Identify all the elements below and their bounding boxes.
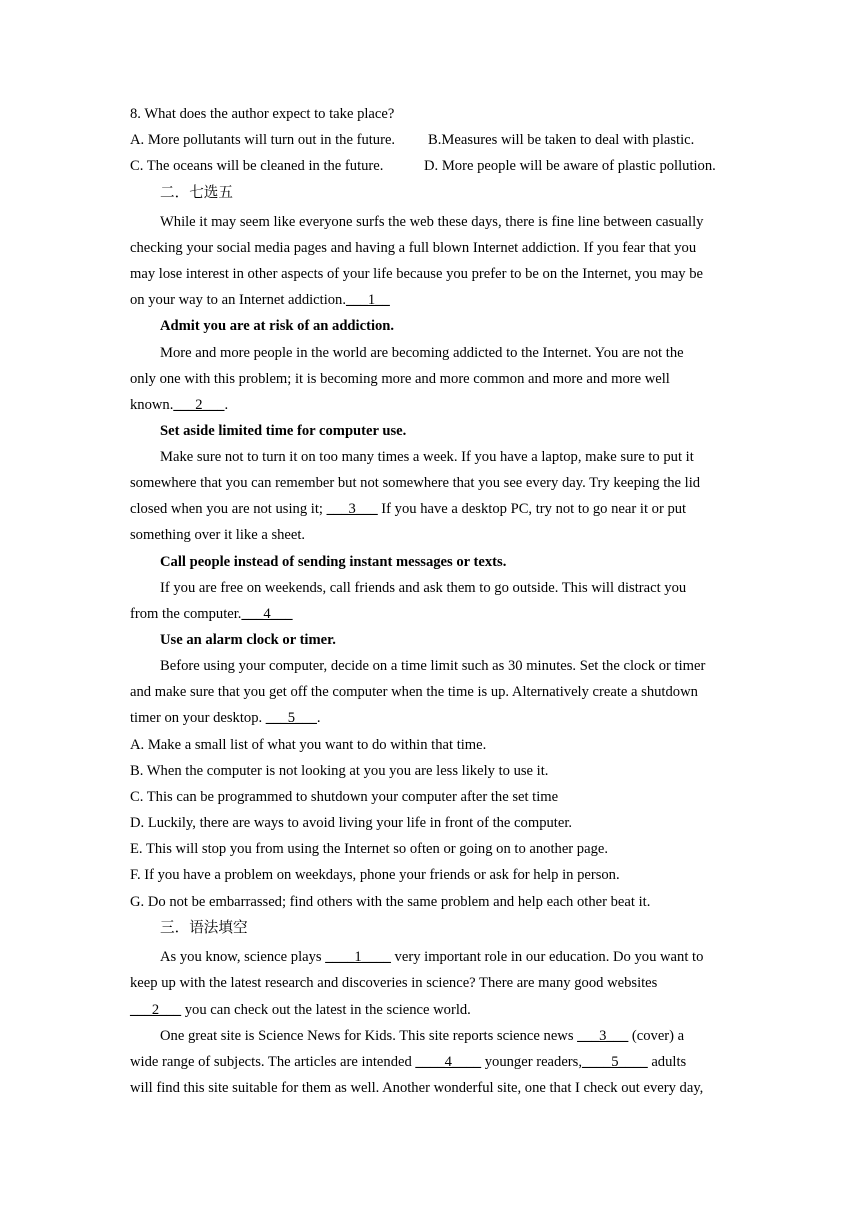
s2-subheading-2: Set aside limited time for computer use.	[160, 423, 407, 439]
s3-line-1	[160, 948, 703, 966]
answer-option-c: C. This can be programmed to shutdown your computer after the set time	[130, 789, 559, 805]
answer-option-a: A. Make a small list of what you want to do within that time.	[130, 737, 487, 753]
answer-option-g: G. Do not be embarrassed; find others with the same problem and help each other beat it.	[130, 894, 651, 910]
s2-paragraph-2-text: known.	[130, 397, 174, 413]
s2-paragraph-5-line	[130, 709, 321, 727]
question-8-option-a: A. More pollutants will turn out in the future.	[130, 132, 396, 148]
s2-paragraph-5-line: and make sure that you get off the computer when the time is up. Alternatively create a shutdown	[130, 684, 698, 700]
s3-text: adults	[647, 1054, 687, 1070]
s3-text: As you know, science plays	[160, 949, 326, 965]
s2-subheading-1: Admit you are at risk of an addiction.	[160, 318, 395, 334]
s3-line-6: will find this site suitable for them as well. Another wonderful site, one that I check out every day,	[130, 1080, 704, 1096]
s3-line-3	[130, 1001, 471, 1019]
s2-subheading-4: Use an alarm clock or timer.	[160, 632, 336, 648]
s2-paragraph-3-line: something over it like a sheet.	[130, 527, 306, 543]
s3-text: (cover) a	[628, 1028, 685, 1044]
blank-2: ___2___	[173, 397, 225, 413]
s3-text: younger readers,	[481, 1054, 582, 1070]
blank-5: ___5___	[265, 710, 317, 726]
s3-line-2: keep up with the latest research and discoveries in science? There are many good websites	[130, 975, 658, 991]
s2-paragraph-1-text: on your way to an Internet addiction.	[130, 292, 347, 308]
s2-paragraph-1-line: checking your social media pages and having a full blown Internet addiction. If you fear that you	[130, 240, 697, 256]
s2-paragraph-1-line: may lose interest in other aspects of your life because you prefer to be on the Internet, you may be	[130, 266, 704, 282]
section-2-heading: 二．七选五	[160, 185, 233, 201]
blank-1: ___1__	[346, 292, 390, 308]
s3-text: you can check out the latest in the science world.	[181, 1002, 471, 1018]
grammar-blank-4: ____4____	[415, 1054, 482, 1070]
question-8-option-d: D. More people will be aware of plastic pollution.	[424, 158, 716, 174]
grammar-blank-3: ___3___	[577, 1028, 629, 1044]
s2-subheading-3: Call people instead of sending instant messages or texts.	[160, 554, 507, 570]
s2-paragraph-2-end: .	[224, 397, 229, 413]
s2-paragraph-3-line	[130, 500, 686, 518]
s2-paragraph-4-line: If you are free on weekends, call friends and ask them to go outside. This will distract you	[160, 580, 687, 596]
answer-option-b: B. When the computer is not looking at you you are less likely to use it.	[130, 763, 549, 779]
s2-paragraph-4-line	[130, 605, 293, 623]
blank-3: ___3___	[326, 501, 378, 517]
answer-option-d: D. Luckily, there are ways to avoid living your life in front of the computer.	[130, 815, 573, 831]
s3-text: One great site is Science News for Kids. This site reports science news	[160, 1028, 578, 1044]
s2-paragraph-5-end: .	[316, 710, 321, 726]
s2-paragraph-3-line: somewhere that you can remember but not somewhere that you see every day. Try keeping the lid	[130, 475, 701, 491]
s3-text: very important role in our education. Do you want to	[390, 949, 704, 965]
s2-paragraph-4-text: from the computer.	[130, 606, 242, 622]
grammar-blank-1: ____1____	[325, 949, 391, 965]
question-8-option-c: C. The oceans will be cleaned in the future.	[130, 158, 384, 174]
answer-option-f: F. If you have a problem on weekdays, phone your friends or ask for help in person.	[130, 867, 620, 883]
s2-paragraph-2-line: only one with this problem; it is becoming more and more common and more and more well	[130, 371, 670, 387]
question-8-stem: 8. What does the author expect to take place?	[130, 106, 395, 122]
question-8-option-b: B.Measures will be taken to deal with plastic.	[428, 132, 695, 148]
s2-paragraph-3-text: If you have a desktop PC, try not to go near it or put	[377, 501, 687, 517]
s2-paragraph-2-line	[130, 396, 228, 414]
section-3-heading: 三．语法填空	[160, 920, 248, 936]
s2-paragraph-3-line: Make sure not to turn it on too many times a week. If you have a laptop, make sure to put it	[160, 449, 694, 465]
s2-paragraph-5-line: Before using your computer, decide on a time limit such as 30 minutes. Set the clock or timer	[160, 658, 706, 674]
s2-paragraph-5-text: timer on your desktop.	[130, 710, 266, 726]
grammar-blank-2: ___2___	[130, 1002, 182, 1018]
grammar-blank-5: ____5____	[582, 1054, 648, 1070]
s2-paragraph-1-line	[130, 291, 390, 309]
s3-line-4	[160, 1027, 684, 1045]
s2-paragraph-2-line: More and more people in the world are becoming addicted to the Internet. You are not the	[160, 345, 684, 361]
answer-option-e: E. This will stop you from using the Internet so often or going on to another page.	[130, 841, 609, 857]
s2-paragraph-3-text: closed when you are not using it;	[130, 501, 327, 517]
s3-line-5	[130, 1053, 686, 1071]
blank-4: ___4___	[241, 606, 293, 622]
s3-text: wide range of subjects. The articles are intended	[130, 1054, 416, 1070]
s2-paragraph-1-line: While it may seem like everyone surfs the web these days, there is fine line between casually	[160, 214, 704, 230]
